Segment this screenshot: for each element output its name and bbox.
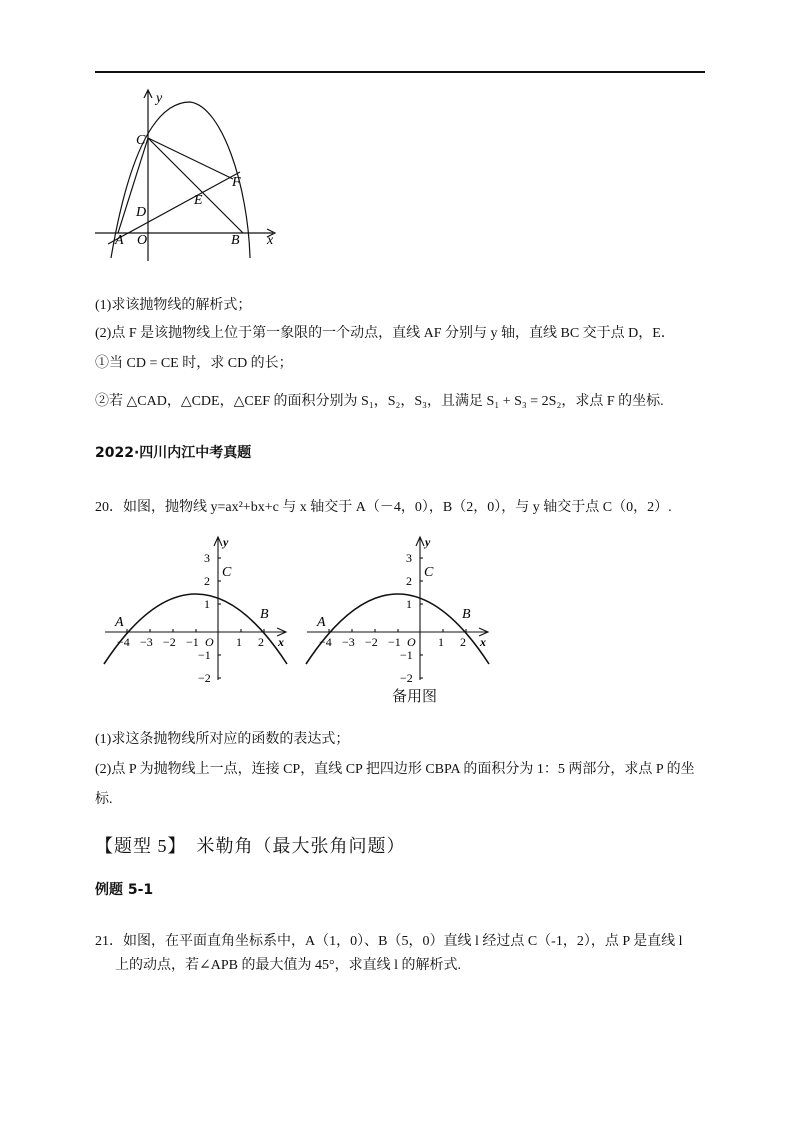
tick-y-3: −1 bbox=[400, 648, 413, 662]
q20-sub2-line1: (2)点 P 为抛物线上一点，连接 CP，直线 CP 把四边形 CBPA 的面积分为 1：5 两部分，求点 P 的坐 bbox=[95, 762, 695, 777]
tick-y-1: 2 bbox=[204, 574, 210, 588]
point-label-c: C bbox=[222, 565, 232, 580]
q20-sub1: (1)求这条抛物线所对应的函数的表达式； bbox=[95, 732, 350, 747]
p1-q2a: ①当 CD = CE 时，求 CD 的长； bbox=[95, 356, 293, 371]
point-label-a: A bbox=[317, 615, 326, 630]
tick-x-1: −3 bbox=[342, 635, 355, 649]
tick-y-0: 3 bbox=[406, 551, 412, 565]
tick-x-0: −4 bbox=[117, 635, 130, 649]
graph-caption: 备用图 bbox=[392, 689, 438, 705]
tick-x-2: −2 bbox=[163, 635, 176, 649]
tick-y-4: −2 bbox=[400, 671, 413, 684]
tick-x-3: −1 bbox=[186, 635, 199, 649]
line-cf bbox=[148, 138, 233, 179]
tick-y-3: −1 bbox=[198, 648, 211, 662]
p1-q1: (1)求该抛物线的解析式； bbox=[95, 298, 252, 313]
axis-label-x: x bbox=[480, 635, 486, 649]
tick-x-0: −4 bbox=[319, 635, 332, 649]
point-label-b: B bbox=[260, 607, 269, 622]
tick-y-2: 1 bbox=[204, 597, 210, 611]
label-y: y bbox=[156, 91, 163, 106]
p1-q2: (2)点 F 是该抛物线上位于第一象限的一个动点，直线 AF 分别与 y 轴，直线 BC 交于点 D，E． bbox=[95, 326, 675, 341]
tick-x-5: 1 bbox=[236, 635, 242, 649]
q21-line1: 21．如图，在平面直角坐标系中，A（1，0）、B（5，0）直线 l 经过点 C（-1，2），点 P 是直线 l bbox=[95, 934, 683, 949]
tick-y-0: 3 bbox=[204, 551, 210, 565]
axis-label-y: y bbox=[223, 535, 229, 549]
point-label-a: A bbox=[115, 615, 124, 630]
point-label-b: B bbox=[462, 607, 471, 622]
tick-x-6: 2 bbox=[258, 635, 264, 649]
tick-y-4: −2 bbox=[198, 671, 211, 684]
example-5-1: 例题 5-1 bbox=[95, 882, 154, 898]
q20-graph-main bbox=[100, 532, 295, 684]
type5-title: 【题型 5】 米勒角（最大张角问题） bbox=[95, 836, 406, 856]
label-o: O bbox=[137, 233, 148, 248]
label-e: E bbox=[194, 193, 203, 208]
p1-q2b: ②若 △CAD，△CDE，△CEF 的面积分别为 S₁，S₂，S₃，且满足 S₁ + S₃ = 2S₂，求点 F 的坐标. bbox=[95, 394, 664, 409]
tick-x-1: −3 bbox=[140, 635, 153, 649]
q20-stem: 20．如图，抛物线 y=ax²+bx+c 与 x 轴交于 A（－4，0），B（2，0），与 y 轴交于点 C（0，2）. bbox=[95, 500, 672, 515]
tick-x-origin: O bbox=[407, 635, 416, 649]
label-c: C bbox=[136, 133, 146, 148]
tick-y-1: 2 bbox=[406, 574, 412, 588]
q20-sub2-line2: 标. bbox=[95, 792, 113, 807]
tick-x-origin: O bbox=[205, 635, 214, 649]
label-f: F bbox=[232, 175, 241, 190]
label-x: x bbox=[267, 233, 274, 248]
q21-line2: 上的动点，若∠APB 的最大值为 45°，求直线 l 的解析式. bbox=[115, 958, 461, 973]
point-label-c: C bbox=[424, 565, 434, 580]
parabola-curve bbox=[111, 102, 250, 258]
line-cb bbox=[148, 138, 243, 233]
label-a: A bbox=[115, 233, 124, 248]
header-rule bbox=[95, 71, 705, 73]
tick-x-2: −2 bbox=[365, 635, 378, 649]
tick-x-6: 2 bbox=[460, 635, 466, 649]
tick-x-5: 1 bbox=[438, 635, 444, 649]
axis-label-y: y bbox=[425, 535, 431, 549]
label-b: B bbox=[231, 233, 240, 248]
ticks bbox=[127, 558, 264, 678]
q20-graph-backup bbox=[302, 532, 497, 684]
tick-x-3: −1 bbox=[388, 635, 401, 649]
axis-label-x: x bbox=[278, 635, 284, 649]
exam-title: 2022·四川内江中考真题 bbox=[95, 445, 252, 461]
tick-y-2: 1 bbox=[406, 597, 412, 611]
label-d: D bbox=[136, 205, 147, 220]
figure-parabola-abcdef bbox=[90, 86, 290, 266]
